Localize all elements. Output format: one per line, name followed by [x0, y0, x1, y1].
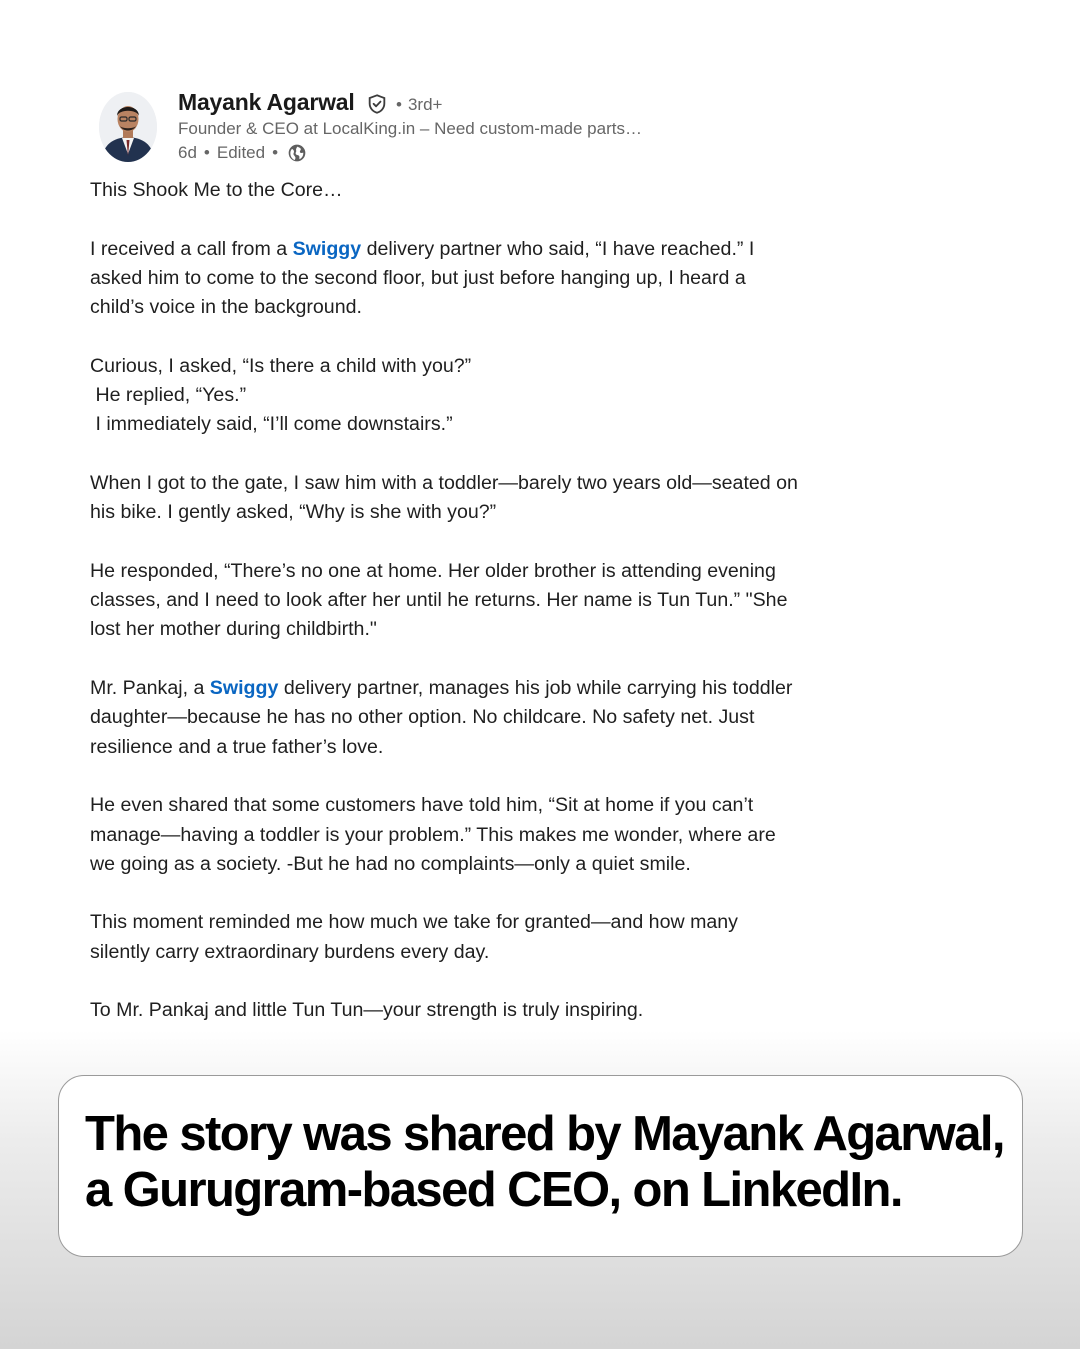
- connection-degree-label: 3rd+: [407, 95, 443, 114]
- post-meta: 6d • Edited •: [178, 143, 307, 163]
- post-text-segment: delivery partner who said, “I have reached.” I: [361, 237, 755, 260]
- post-text-line: resilience and a true father’s love.: [90, 735, 384, 758]
- post-text-segment: I received a call from a: [90, 237, 293, 260]
- author-name[interactable]: Mayank Agarwal: [178, 89, 355, 115]
- post-body: [90, 176, 880, 1055]
- post-text-line: [90, 674, 880, 703]
- post-text-line: To Mr. Pankaj and little Tun Tun—your strength is truly inspiring.: [90, 999, 644, 1022]
- post-text-line: his bike. I gently asked, “Why is she with you?”: [90, 501, 497, 524]
- globe-icon: [287, 143, 307, 163]
- post-paragraph: [90, 469, 880, 528]
- post-text-line: I immediately said, “I’ll come downstairs.”: [90, 413, 453, 436]
- post-text-line: daughter—because he has no other option. No childcare. No safety net. Just: [90, 706, 755, 729]
- post-paragraph: [90, 791, 880, 879]
- post-text-line: lost her mother during childbirth.": [90, 618, 377, 641]
- post-text-line: When I got to the gate, I saw him with a toddler—barely two years old—seated on: [90, 471, 798, 494]
- post-paragraph: [90, 176, 880, 205]
- post-paragraph: [90, 996, 880, 1025]
- post-paragraph: [90, 908, 880, 967]
- author-avatar[interactable]: [99, 92, 157, 162]
- post-text-line: He even shared that some customers have told him, “Sit at home if you can’t: [90, 794, 754, 817]
- post-text-line: asked him to come to the second floor, but just before hanging up, I heard a: [90, 266, 746, 289]
- verified-shield-icon: [366, 93, 388, 115]
- post-paragraph: [90, 557, 880, 645]
- post-paragraph: [90, 674, 880, 762]
- post-text-line: He responded, “There’s no one at home. Her older brother is attending evening: [90, 559, 776, 582]
- post-text-line: [90, 235, 880, 264]
- post-text-segment: delivery partner, manages his job while carrying his toddler: [278, 677, 793, 700]
- avatar-photo-icon: [99, 92, 157, 162]
- post-text-line: He replied, “Yes.”: [90, 384, 247, 407]
- post-text-line: manage—having a toddler is your problem.” This makes me wonder, where are: [90, 823, 776, 846]
- post-text-line: child’s voice in the background.: [90, 296, 362, 319]
- post-paragraph: [90, 352, 880, 440]
- caption-card: [58, 1075, 1023, 1257]
- post-text-line: silently carry extraordinary burdens every day.: [90, 940, 490, 963]
- caption-line: a Gurugram-based CEO, on LinkedIn.: [85, 1163, 902, 1217]
- post-time[interactable]: 6d: [178, 143, 197, 162]
- swiggy-mention-link[interactable]: Swiggy: [209, 677, 279, 700]
- author-headline: Founder & CEO at LocalKing.in – Need custom-made parts…: [178, 119, 642, 138]
- post-text-line: This moment reminded me how much we take for granted—and how many: [90, 911, 738, 934]
- post-text-line: classes, and I need to look after her until he returns. Her name is Tun Tun.” "She: [90, 589, 788, 612]
- post-text-line: we going as a society. -But he had no complaints—only a quiet smile.: [90, 852, 691, 875]
- caption-headline: [85, 1106, 1015, 1218]
- edited-label: Edited: [216, 143, 266, 162]
- post-text-segment: Mr. Pankaj, a: [90, 677, 210, 700]
- post-text-line: Curious, I asked, “Is there a child with you?”: [90, 354, 472, 377]
- swiggy-mention-link[interactable]: Swiggy: [292, 237, 362, 260]
- post-text-line: This Shook Me to the Core…: [90, 179, 343, 201]
- connection-degree: • 3rd+: [396, 95, 443, 114]
- post-paragraph: [90, 235, 880, 323]
- caption-line: The story was shared by Mayank Agarwal,: [85, 1107, 1004, 1161]
